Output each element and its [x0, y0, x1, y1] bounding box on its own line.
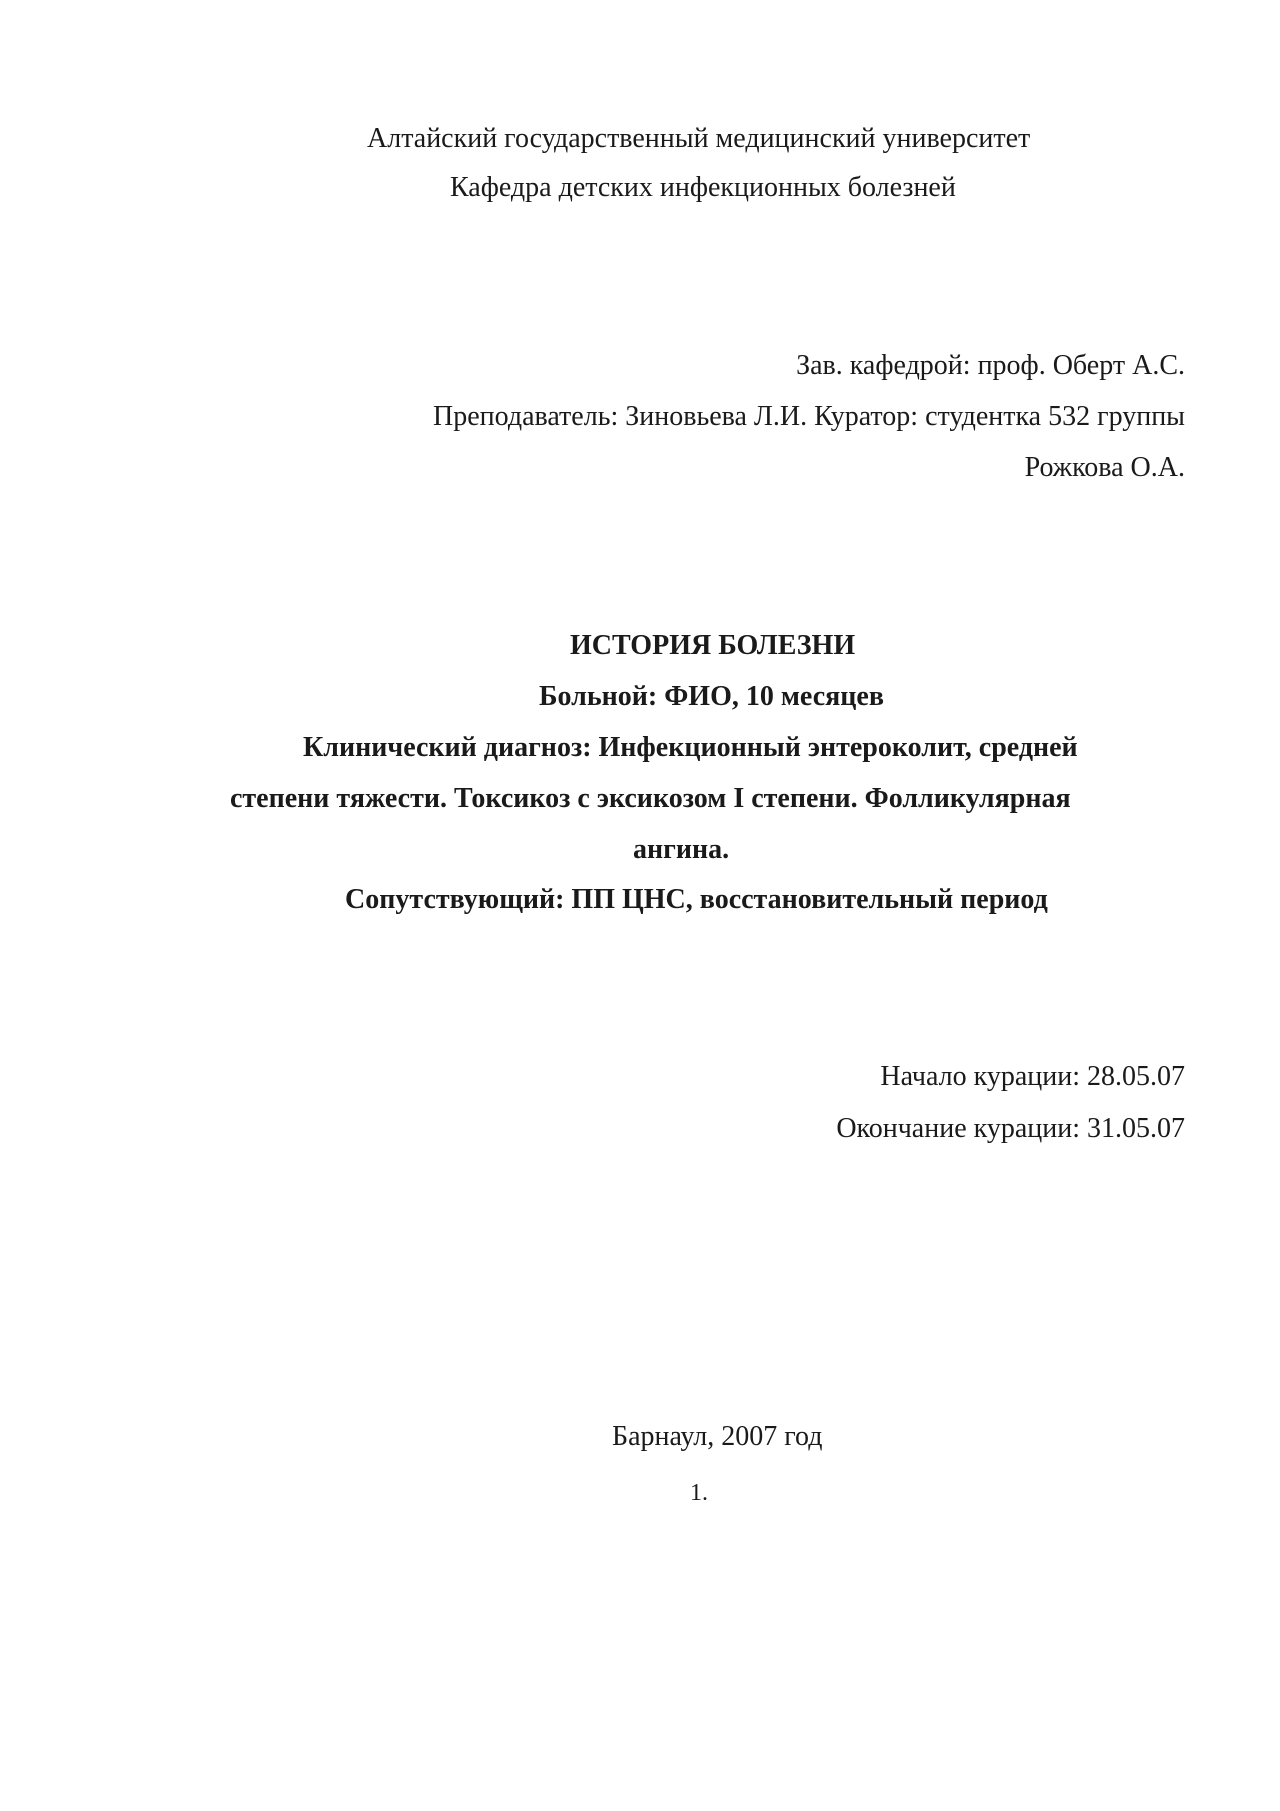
diagnosis-line-2: степени тяжести. Токсикоз с эксикозом I степени. Фолликулярная	[230, 783, 1071, 814]
university-name: Алтайский государственный медицинский университет	[367, 123, 1031, 154]
student-name: Рожкова О.А.	[1024, 452, 1185, 483]
diagnosis-line-3: ангина.	[633, 834, 730, 865]
department-name: Кафедра детских инфекционных болезней	[450, 172, 956, 203]
concomitant-diagnosis: Сопутствующий: ПП ЦНС, восстановительный период	[345, 884, 1048, 915]
head-of-department: Зав. кафедрой: проф. Оберт А.С.	[796, 350, 1185, 381]
diagnosis-line-1: Клинический диагноз: Инфекционный энтероколит, средней	[303, 732, 1078, 763]
document-title: ИСТОРИЯ БОЛЕЗНИ	[570, 630, 856, 661]
page-number: 1.	[690, 1480, 708, 1506]
place-year: Барнаул, 2007 год	[612, 1421, 823, 1452]
curation-start: Начало курации: 28.05.07	[880, 1061, 1185, 1092]
teacher-curator: Преподаватель: Зиновьева Л.И. Куратор: студентка 532 группы	[433, 401, 1185, 432]
curation-end: Окончание курации: 31.05.07	[836, 1113, 1185, 1144]
patient-info: Больной: ФИО, 10 месяцев	[539, 681, 884, 712]
